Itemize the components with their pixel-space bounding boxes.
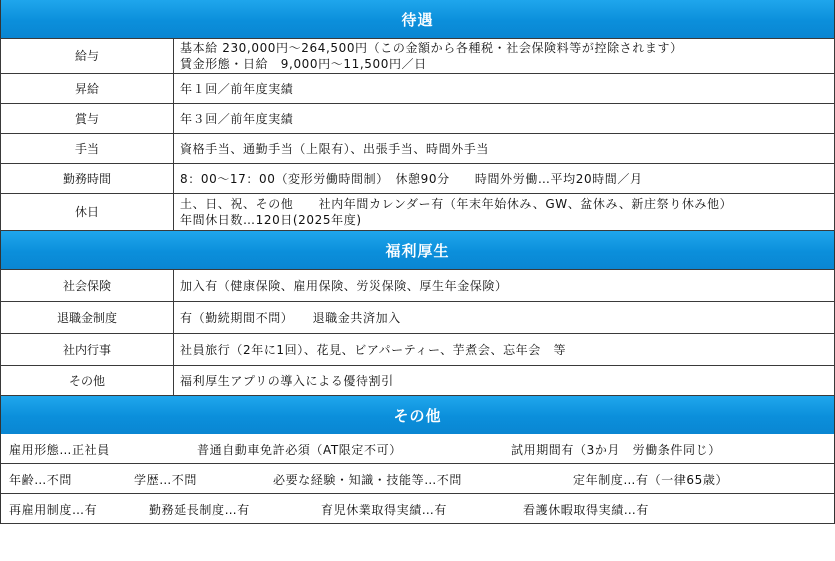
info-item: 雇用形態…正社員 — [9, 443, 110, 457]
table-row — [1, 104, 835, 134]
row-value — [174, 164, 835, 194]
row-label: 社会保険 — [1, 270, 174, 302]
row-value — [174, 302, 835, 334]
value-line: 賃金形態・日給 9,000円～11,500円／日 — [180, 57, 427, 71]
value-line: 土、日、祝、その他 社内年間カレンダー有（年末年始休み、GW、盆休み、新庄祭り休み他） — [180, 197, 733, 211]
row-label: 退職金制度 — [1, 302, 174, 334]
info-item: 試用期間有（3か月 労働条件同じ） — [511, 443, 721, 457]
info-item: 必要な経験・知識・技能等…不問 — [273, 473, 463, 487]
info-item: 普通自動車免許必須（AT限定不可） — [197, 443, 402, 457]
value-line: 資格手当、通勤手当（上限有）、出張手当、時間外手当 — [180, 141, 490, 156]
table-row — [1, 334, 835, 366]
row-label: 給与 — [1, 39, 174, 74]
row-label: 社内行事 — [1, 334, 174, 366]
welfare-table — [0, 269, 835, 396]
section-title: その他 — [393, 406, 442, 425]
row-label: 手当 — [1, 134, 174, 164]
section-title: 待遇 — [401, 10, 434, 29]
table-row — [1, 39, 835, 74]
row-label: 賞与 — [1, 104, 174, 134]
other-info — [0, 434, 835, 524]
row-label: 勤務時間 — [1, 164, 174, 194]
section-header-other — [0, 396, 835, 434]
value-line: 有（勤続期間不問） 退職金共済加入 — [180, 310, 401, 325]
table-row — [1, 194, 835, 231]
row-value — [174, 366, 835, 396]
row-value — [174, 104, 835, 134]
value-line: 8：00～17：00（変形労働時間制） 休憩90分 時間外労働…平均20時間／月 — [180, 171, 643, 186]
value-line: 年１回／前年度実績 — [180, 81, 294, 96]
table-row — [1, 302, 835, 334]
info-row — [1, 434, 834, 464]
table-row — [1, 74, 835, 104]
row-value — [174, 74, 835, 104]
value-line: 福利厚生アプリの導入による優待割引 — [180, 373, 394, 388]
section-header-treatment — [0, 0, 835, 38]
table-row — [1, 366, 835, 396]
info-item: 再雇用制度…有 — [9, 503, 98, 517]
row-value — [174, 194, 835, 231]
table-row — [1, 134, 835, 164]
row-label: 昇給 — [1, 74, 174, 104]
info-item: 定年制度…有（一律65歳） — [573, 473, 729, 487]
row-label: その他 — [1, 366, 174, 396]
treatment-table — [0, 38, 835, 231]
value-line: 基本給 230,000円～264,500円（この金額から各種税・社会保険料等が控除されます） — [180, 41, 683, 55]
info-item: 育児休業取得実績…有 — [321, 503, 448, 517]
section-title: 福利厚生 — [385, 241, 450, 260]
info-item: 勤務延長制度…有 — [149, 503, 250, 517]
row-value — [174, 334, 835, 366]
info-row — [1, 494, 834, 524]
info-item: 看護休暇取得実績…有 — [523, 503, 650, 517]
value-line: 年３回／前年度実績 — [180, 111, 294, 126]
value-line: 社員旅行（2年に1回）、花見、ビアパーティー、芋煮会、忘年会 等 — [180, 342, 567, 357]
row-label: 休日 — [1, 194, 174, 231]
row-value — [174, 134, 835, 164]
info-row — [1, 464, 834, 494]
table-row — [1, 164, 835, 194]
info-item: 学歴…不問 — [134, 473, 198, 487]
value-line: 年間休日数…120日(2025年度) — [180, 213, 362, 227]
row-value — [174, 270, 835, 302]
value-line: 加入有（健康保険、雇用保険、労災保険、厚生年金保険） — [180, 278, 508, 293]
info-item: 年齢…不問 — [9, 473, 73, 487]
row-value — [174, 39, 835, 74]
table-row — [1, 270, 835, 302]
section-header-welfare — [0, 231, 835, 269]
